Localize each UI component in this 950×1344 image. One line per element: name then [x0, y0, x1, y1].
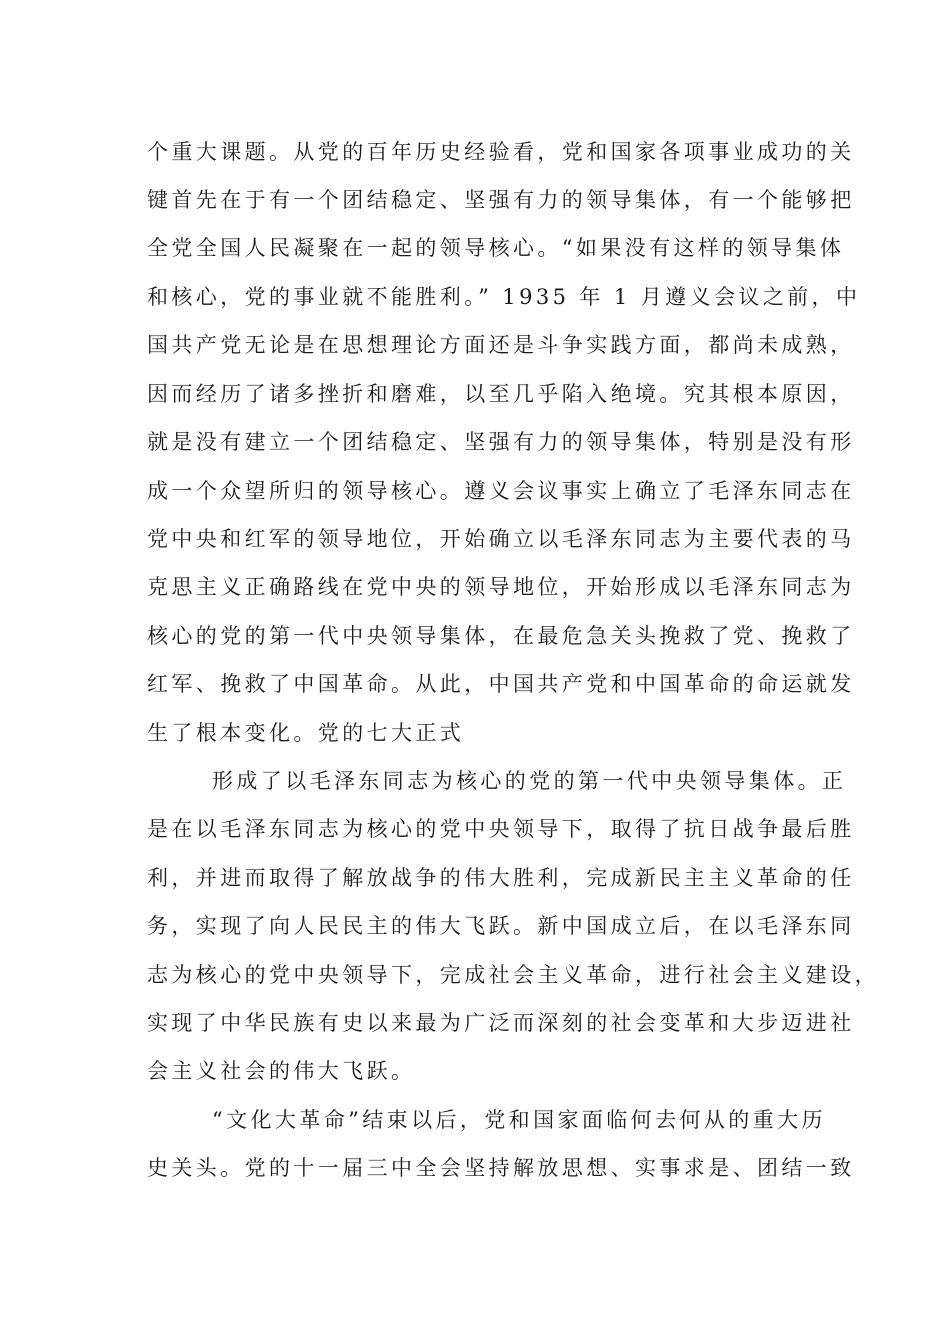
text-line: 和核心，党的事业就不能胜利。” 1935 年 1 月遵义会议之前，中 — [147, 285, 861, 309]
text-line: 生了根本变化。党的七大正式 — [147, 721, 465, 745]
text-line: 个重大课题。从党的百年历史经验看，党和国家各项事业成功的关 — [147, 140, 855, 164]
text-line: 就是没有建立一个团结稳定、坚强有力的领导集体，特别是没有形 — [147, 430, 855, 454]
text-line: 形成了以毛泽东同志为核心的党的第一代中央领导集体。正 — [212, 769, 847, 793]
text-line: 志为核心的党中央领导下，完成社会主义革命，进行社会主义建设， — [147, 963, 879, 987]
text-line: 是在以毛泽东同志为核心的党中央领导下，取得了抗日战争最后胜 — [147, 817, 855, 841]
text-line: 核心的党的第一代中央领导集体，在最危急关头挽救了党、挽救了 — [147, 624, 855, 648]
text-line: 史关头。党的十一届三中全会坚持解放思想、实事求是、团结一致 — [147, 1156, 855, 1180]
text-line: “文化大革命”结束以后，党和国家面临何去何从的重大历 — [212, 1108, 826, 1132]
text-line: 国共产党无论是在思想理论方面还是斗争实践方面，都尚未成熟， — [147, 333, 855, 357]
text-line: 键首先在于有一个团结稳定、坚强有力的领导集体，有一个能够把 — [147, 188, 855, 212]
text-line: 因而经历了诸多挫折和磨难，以至几乎陷入绝境。究其根本原因， — [147, 382, 855, 406]
text-line: 实现了中华民族有史以来最为广泛而深刻的社会变革和大步迈进社 — [147, 1011, 855, 1035]
text-line: 红军、挽救了中国革命。从此，中国共产党和中国革命的命运就发 — [147, 672, 855, 696]
text-line: 务，实现了向人民民主的伟大飞跃。新中国成立后，在以毛泽东同 — [147, 914, 855, 938]
text-line: 全党全国人民凝聚在一起的领导核心。“如果没有这样的领导集体 — [147, 236, 845, 260]
text-line: 克思主义正确路线在党中央的领导地位，开始形成以毛泽东同志为 — [147, 575, 855, 599]
text-line: 成一个众望所归的领导核心。遵义会议事实上确立了毛泽东同志在 — [147, 479, 855, 503]
text-line: 会主义社会的伟大飞跃。 — [147, 1059, 416, 1083]
text-line: 党中央和红军的领导地位，开始确立以毛泽东同志为主要代表的马 — [147, 527, 855, 551]
text-line: 利，并进而取得了解放战争的伟大胜利，完成新民主主义革命的任 — [147, 866, 855, 890]
